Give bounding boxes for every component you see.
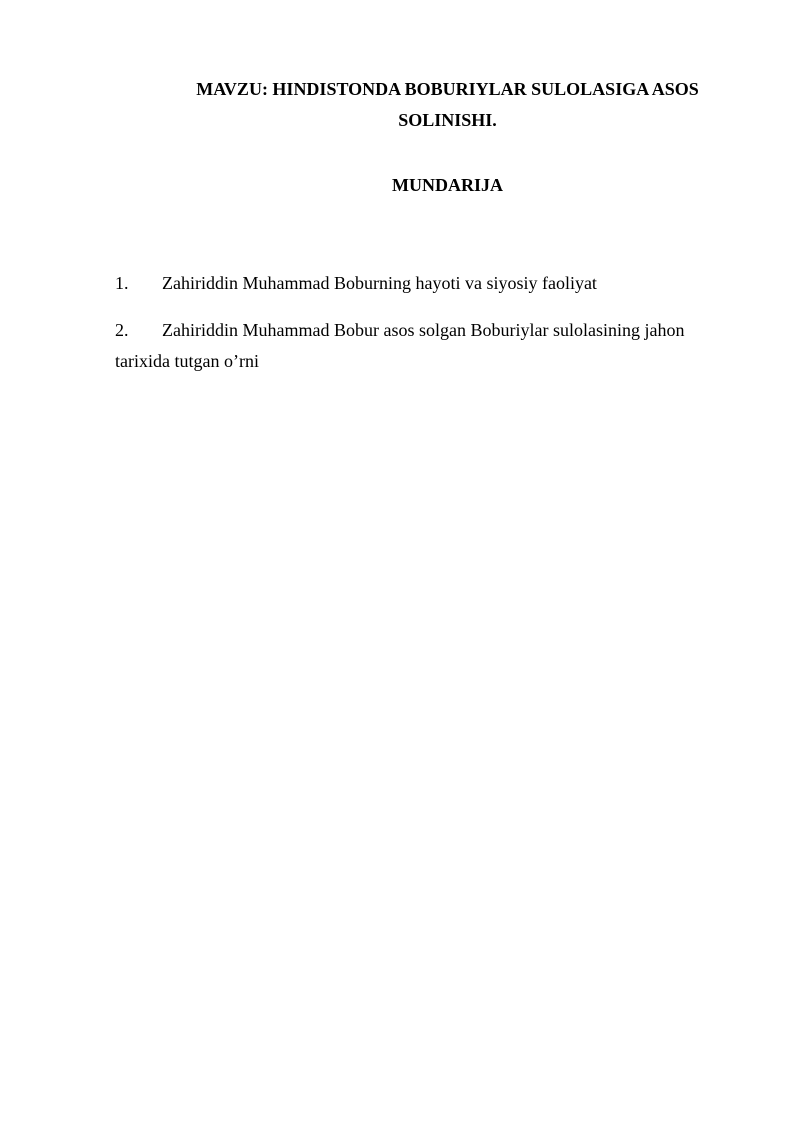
title-line-1: MAVZU: HINDISTONDA BOBURIYLAR SULOLASIGA ASOS [196, 79, 699, 99]
title-line-2: SOLINISHI. [398, 110, 497, 130]
toc-item-number: 2. [115, 320, 129, 340]
contents-heading: MUNDARIJA [392, 175, 503, 195]
toc-item-2 [115, 315, 715, 377]
table-of-contents [115, 268, 715, 393]
toc-item-text: Zahiriddin Muhammad Boburning hayoti va siyosiy faoliyat [162, 273, 597, 293]
document-title [115, 74, 780, 136]
toc-item-number: 1. [115, 273, 129, 293]
toc-item-1 [115, 268, 715, 299]
toc-item-text: Zahiriddin Muhammad Bobur asos solgan Boburiylar sulolasining jahon tarixida tutgan o’rni [115, 320, 685, 371]
